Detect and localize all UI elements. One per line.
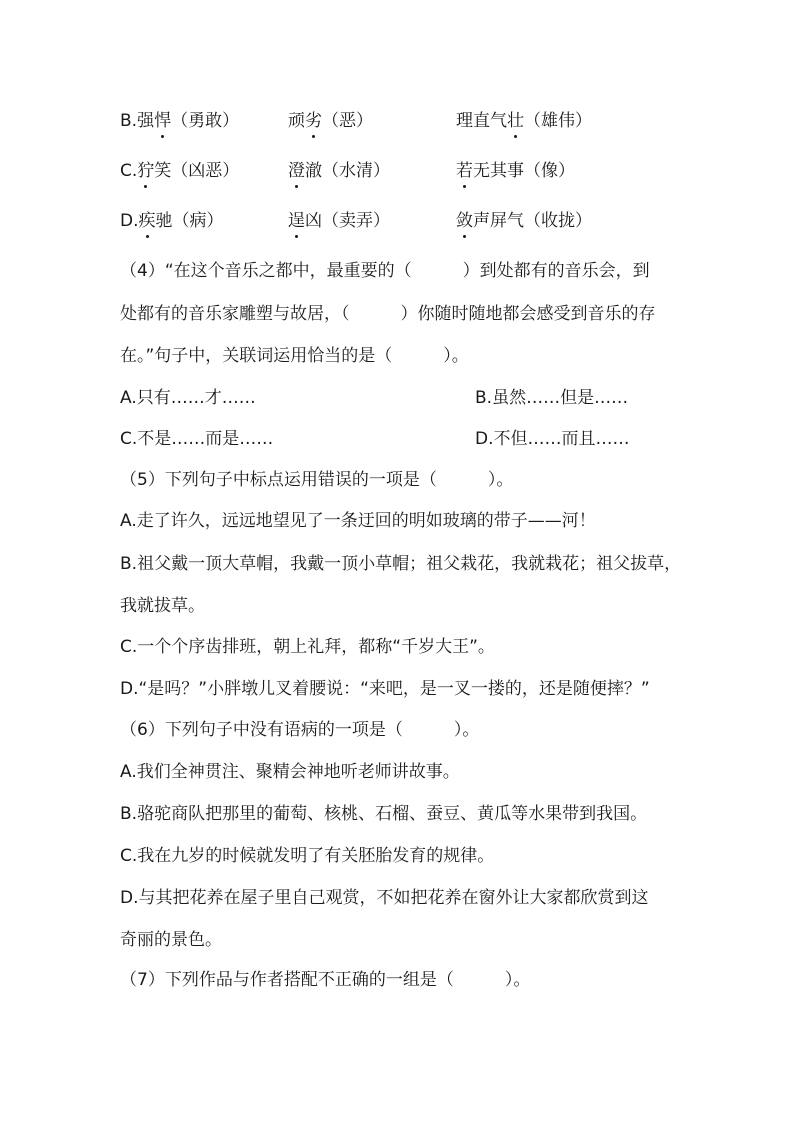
q4-stem-line2: 处都有的音乐家雕塑与故居，（ ）你随时随地都会感受到音乐的存 [120, 304, 656, 324]
dotted-char: 劣 [305, 106, 322, 131]
dotted-char: 疾 [139, 206, 156, 231]
q5-option-b-line2: 我就拔草。 [120, 596, 205, 616]
q6-option-d-line2: 奇丽的景色。 [120, 930, 222, 950]
q6-option-a: A.我们全神贯注、聚精会神地听老师讲故事。 [120, 762, 460, 782]
q6-stem: （6）下列句子中没有语病的一项是（ ）。 [120, 720, 480, 740]
q4-option-b: B.虽然……但是…… [475, 388, 629, 408]
dotted-char: 悍 [154, 106, 171, 131]
dotted-char: 若 [456, 156, 473, 181]
q4-option-d: D.不但……而且…… [475, 429, 630, 449]
q5-option-b-line1: B.祖父戴一顶大草帽，我戴一顶小草帽；祖父栽花，我就栽花；祖父拔草， [120, 554, 682, 574]
option-c-col1: C.狞笑（凶恶） [120, 156, 239, 181]
q4-option-a: A.只有……才…… [120, 388, 256, 408]
option-b-col1: B.强悍（勇敢） [120, 106, 239, 131]
dotted-char: 澄 [288, 156, 305, 181]
option-d-col2: 逞凶（卖弄） [288, 206, 390, 231]
dotted-char: 敛 [456, 206, 473, 231]
q5-option-c: C.一个个序齿排班，朝上礼拜，都称“千岁大王”。 [120, 637, 495, 657]
option-b-col2: 顽劣（恶） [288, 106, 373, 131]
option-c-col2: 澄澈（水清） [288, 156, 390, 181]
option-d-col1: D.疾驰（病） [120, 206, 224, 231]
dotted-char: 逞 [288, 206, 305, 231]
option-d-col3: 敛声屏气（收拢） [456, 206, 592, 231]
q7-stem: （7）下列作品与作者搭配不正确的一组是（ ）。 [120, 970, 531, 990]
dotted-char: 狞 [137, 156, 154, 181]
option-c-col3: 若无其事（像） [456, 156, 575, 181]
q4-stem-line1: （4）“在这个音乐之都中，最重要的（ ）到处都有的音乐会，到 [120, 261, 650, 281]
q4-option-c: C.不是……而是…… [120, 429, 274, 449]
q4-stem-line3: 在。”句子中，关联词运用恰当的是（ ）。 [120, 346, 469, 366]
q6-option-b: B.骆驼商队把那里的葡萄、核桃、石榴、蚕豆、黄瓜等水果带到我国。 [120, 804, 648, 824]
dotted-char: 壮 [507, 106, 524, 131]
q5-stem: （5）下列句子中标点运用错误的一项是（ ）。 [120, 470, 514, 490]
q5-option-a: A.走了许久，远远地望见了一条迂回的明如玻璃的带子——河！ [120, 511, 596, 531]
q6-option-c: C.我在九岁的时候就发明了有关胚胎发育的规律。 [120, 846, 495, 866]
option-b-col3: 理直气壮（雄伟） [456, 106, 592, 131]
q6-option-d-line1: D.与其把花养在屋子里自己观赏，不如把花养在窗外让大家都欣赏到这 [120, 888, 649, 908]
q5-option-d: D.“是吗？”小胖墩儿叉着腰说：“来吧，是一叉一搂的，还是随便摔？” [120, 679, 650, 699]
